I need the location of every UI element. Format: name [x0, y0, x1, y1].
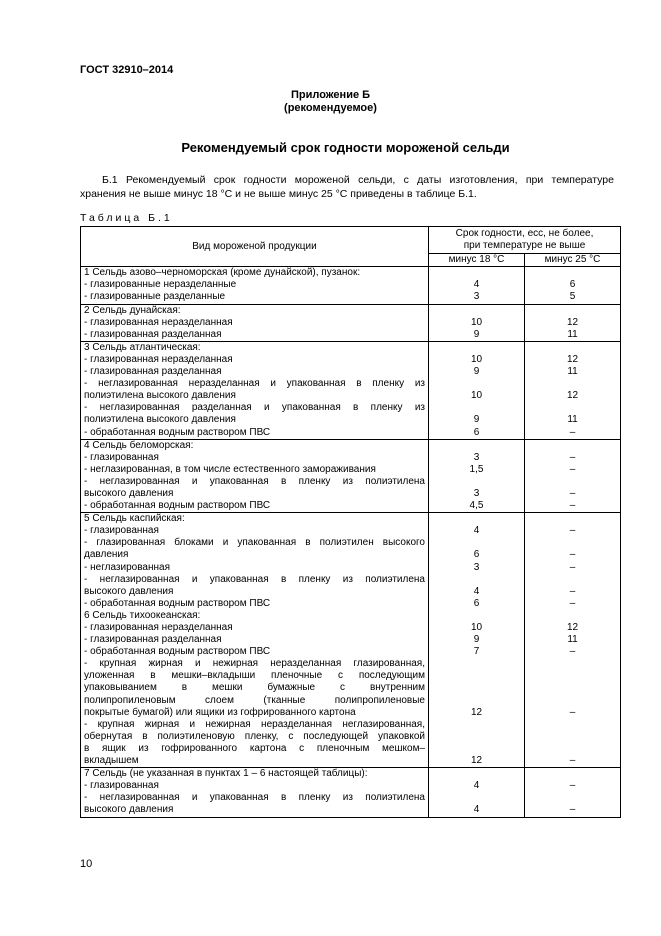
minus-18-cell — [429, 439, 525, 513]
value-minus-18: 4,5 — [469, 500, 484, 512]
product-line: - обработанная водным раствором ПВС — [84, 646, 271, 658]
product-cell — [81, 304, 429, 341]
value-minus-18: 7 — [473, 646, 480, 658]
value-minus-18 — [432, 695, 521, 707]
value-minus-25: 12 — [566, 316, 579, 328]
product-cell — [81, 439, 429, 513]
product-line: высокого давления — [84, 804, 174, 816]
minus-18-cell — [429, 768, 525, 817]
value-minus-18: 3 — [473, 561, 480, 573]
table-row — [81, 267, 621, 304]
minus-18-cell — [429, 341, 525, 439]
product-line: упаковыванием в мешки бумажные с внутренним — [84, 682, 425, 694]
minus-25-cell — [525, 513, 621, 768]
table-caption: Таблица Б.1 — [80, 212, 173, 224]
value-minus-25 — [528, 768, 617, 780]
product-line: покрытые бумагой) или ящики из гофрированного картона — [84, 706, 356, 718]
value-minus-18: 10 — [470, 353, 483, 365]
product-line: - обработанная водным раствором ПВС — [84, 500, 271, 512]
product-line: - глазированная блоками и упакованная в полиэтилен высокого — [84, 537, 425, 549]
product-line: - глазированная разделанная — [84, 366, 222, 378]
value-minus-18 — [432, 513, 521, 525]
header-product: Вид мороженой продукции — [81, 227, 429, 267]
product-line: - глазированная неразделанная — [84, 316, 233, 328]
table-row — [81, 768, 621, 817]
appendix-title: Приложение Б — [290, 89, 371, 101]
value-minus-25: – — [569, 597, 576, 609]
minus-18-cell — [429, 267, 525, 304]
value-minus-25 — [528, 267, 617, 279]
value-minus-25 — [528, 695, 617, 707]
product-line: - неглазированная и упакованная в пленку из полиэтилена — [84, 573, 425, 585]
value-minus-25 — [528, 719, 617, 731]
value-minus-18 — [432, 537, 521, 549]
product-cell — [81, 513, 429, 768]
value-minus-25 — [528, 682, 617, 694]
value-minus-18: 12 — [470, 706, 483, 718]
product-line: 1 Сельдь азово–черноморская (кроме дунайской), пузанок: — [84, 267, 361, 279]
value-minus-18 — [432, 682, 521, 694]
header-shelf-life — [429, 227, 621, 254]
product-line: 7 Сельдь (не указанная в пунктах 1 – 6 настоящей таблицы): — [84, 768, 368, 780]
table-header-row — [81, 227, 621, 254]
value-minus-25: 11 — [567, 328, 578, 340]
value-minus-18: 12 — [470, 755, 483, 767]
product-line: обернутая в полиэтиленовую пленку, с последующей упаковкой — [84, 730, 425, 742]
value-minus-18: 4 — [473, 525, 480, 537]
table-row — [81, 439, 621, 513]
minus-18-cell — [429, 304, 525, 341]
product-line: - глазированная разделанная — [84, 634, 222, 646]
header-minus-25: минус 25 °С — [525, 254, 621, 267]
product-line: уложенная в мешки–вкладыши пленочные с последующим — [84, 670, 425, 682]
value-minus-18: 3 — [473, 291, 480, 303]
value-minus-25 — [528, 610, 617, 622]
value-minus-18: 3 — [473, 487, 480, 499]
value-minus-25: – — [569, 780, 576, 792]
product-line: полиэтилена высокого давления — [84, 414, 236, 426]
value-minus-25: 6 — [569, 279, 576, 291]
product-line: - обработанная водным раствором ПВС — [84, 426, 271, 438]
intro-line-1: Б.1 Рекомендуемый срок годности мороженой сельди, с даты изготовления, при температуре — [102, 174, 614, 186]
value-minus-25: – — [569, 755, 576, 767]
value-minus-25: – — [569, 451, 576, 463]
value-minus-25: – — [569, 500, 576, 512]
product-line: - неглазированная и упакованная в пленку из полиэтилена — [84, 475, 425, 487]
document-header: ГОСТ 32910–2014 — [80, 64, 174, 76]
product-line: вкладышем — [84, 755, 139, 767]
value-minus-25 — [528, 476, 617, 488]
product-line: 2 Сельдь дунайская: — [84, 304, 181, 316]
value-minus-25 — [528, 574, 617, 586]
value-minus-18 — [432, 792, 521, 804]
value-minus-25 — [528, 743, 617, 755]
value-minus-18: 1,5 — [469, 463, 484, 475]
value-minus-25: 12 — [566, 353, 579, 365]
appendix-status: (рекомендуемое) — [284, 102, 377, 114]
product-cell — [81, 267, 429, 304]
header-minus-18: минус 18 °С — [429, 254, 525, 267]
value-minus-25 — [528, 670, 617, 682]
value-minus-25: – — [569, 585, 576, 597]
section-title: Рекомендуемый срок годности мороженой сельди — [181, 140, 510, 155]
value-minus-25 — [528, 305, 617, 317]
value-minus-18: 6 — [473, 597, 480, 609]
header-shelf-line-1: Срок годности, есс, не более, — [455, 228, 594, 239]
value-minus-25 — [528, 792, 617, 804]
minus-25-cell — [525, 439, 621, 513]
product-line: в ящик из гофрированного картона с пленочным мешком– — [84, 742, 425, 754]
value-minus-18: 9 — [473, 634, 480, 646]
value-minus-25: – — [569, 525, 576, 537]
value-minus-18 — [432, 402, 521, 414]
value-minus-18: 3 — [473, 451, 480, 463]
product-line: - крупная жирная и нежирная неразделанная глазированная, — [84, 658, 425, 670]
value-minus-18 — [432, 440, 521, 452]
product-line: высокого давления — [84, 585, 174, 597]
value-minus-25: – — [569, 804, 576, 816]
product-line: 6 Сельдь тихоокеанская: — [84, 609, 201, 621]
product-line: - глазированная — [84, 451, 159, 463]
product-line: давления — [84, 549, 129, 561]
value-minus-25 — [528, 440, 617, 452]
value-minus-18 — [432, 574, 521, 586]
minus-25-cell — [525, 304, 621, 341]
value-minus-25 — [528, 402, 617, 414]
product-cell — [81, 768, 429, 817]
table-row — [81, 304, 621, 341]
value-minus-25: – — [569, 487, 576, 499]
product-line: - глазированная разделанная — [84, 328, 222, 340]
value-minus-25 — [528, 658, 617, 670]
value-minus-18 — [432, 731, 521, 743]
product-line: - неглазированная и упакованная в пленку из полиэтилена — [84, 792, 425, 804]
minus-18-cell — [429, 513, 525, 768]
value-minus-25: – — [569, 561, 576, 573]
value-minus-18 — [432, 743, 521, 755]
product-line: полипропиленовым слоем (тканные полипропиленовые — [84, 694, 425, 706]
product-line: - глазированная — [84, 780, 159, 792]
value-minus-18: 4 — [473, 279, 480, 291]
value-minus-25 — [528, 342, 617, 354]
value-minus-18: 10 — [470, 390, 483, 402]
minus-25-cell — [525, 768, 621, 817]
value-minus-18 — [432, 658, 521, 670]
product-line: - глазированная неразделанная — [84, 353, 233, 365]
header-shelf-line-2: при температуре не выше — [463, 240, 586, 252]
product-line: высокого давления — [84, 487, 174, 499]
value-minus-25: – — [569, 426, 576, 438]
product-line: - глазированные разделанные — [84, 291, 226, 303]
value-minus-18 — [432, 670, 521, 682]
value-minus-18 — [432, 719, 521, 731]
product-line: - неглазированная разделанная и упакованная в пленку из — [84, 402, 425, 414]
value-minus-25 — [528, 731, 617, 743]
value-minus-25: – — [569, 706, 576, 718]
product-line: - глазированные неразделанные — [84, 279, 237, 291]
value-minus-18 — [432, 342, 521, 354]
value-minus-25 — [528, 513, 617, 525]
value-minus-18: 4 — [473, 780, 480, 792]
product-line: - неглазированная — [84, 561, 170, 573]
value-minus-18 — [432, 610, 521, 622]
value-minus-18: 10 — [470, 622, 483, 633]
value-minus-25: 5 — [569, 291, 576, 303]
intro-paragraph — [80, 173, 614, 201]
value-minus-18 — [432, 378, 521, 390]
value-minus-25: 11 — [567, 634, 578, 646]
value-minus-25 — [528, 537, 617, 549]
shelf-life-table — [80, 226, 621, 818]
value-minus-25: 12 — [566, 390, 579, 402]
value-minus-18: 4 — [473, 804, 480, 816]
value-minus-18: 6 — [473, 426, 480, 438]
minus-25-cell — [525, 341, 621, 439]
value-minus-18: 4 — [473, 585, 480, 597]
product-line: 3 Сельдь атлантическая: — [84, 341, 201, 353]
product-cell — [81, 341, 429, 439]
value-minus-18 — [432, 768, 521, 780]
value-minus-18: 10 — [470, 316, 483, 328]
product-line: - глазированная — [84, 525, 159, 537]
value-minus-25: – — [569, 549, 576, 561]
product-line: 5 Сельдь каспийская: — [84, 513, 185, 525]
value-minus-18: 9 — [473, 414, 480, 426]
value-minus-25: 11 — [567, 414, 578, 426]
value-minus-18: 9 — [473, 366, 480, 378]
value-minus-25: 11 — [567, 366, 578, 378]
value-minus-25: – — [569, 463, 576, 475]
table-row — [81, 341, 621, 439]
product-line: - обработанная водным раствором ПВС — [84, 597, 271, 609]
product-line: - неглазированная неразделанная и упакованная в пленку из — [84, 378, 425, 390]
minus-25-cell — [525, 267, 621, 304]
value-minus-18 — [432, 476, 521, 488]
product-line: - неглазированная, в том числе естественного замораживания — [84, 463, 376, 475]
value-minus-18: 6 — [473, 549, 480, 561]
product-line: полиэтилена высокого давления — [84, 390, 236, 402]
intro-line-2: хранения не выше минус 18 °С и не выше минус 25 °С приведены в таблице Б.1. — [80, 188, 477, 200]
value-minus-18 — [432, 267, 521, 279]
table-row — [81, 513, 621, 768]
page-number: 10 — [80, 858, 93, 870]
product-line: 4 Сельдь беломорская: — [84, 439, 194, 451]
value-minus-25: – — [569, 646, 576, 658]
value-minus-18: 9 — [473, 328, 480, 340]
product-line: - крупная жирная и нежирная неразделанная неглазированная, — [84, 718, 425, 730]
value-minus-25 — [528, 378, 617, 390]
value-minus-18 — [432, 305, 521, 317]
value-minus-25: 12 — [566, 622, 579, 633]
product-line: - глазированная неразделанная — [84, 622, 233, 633]
